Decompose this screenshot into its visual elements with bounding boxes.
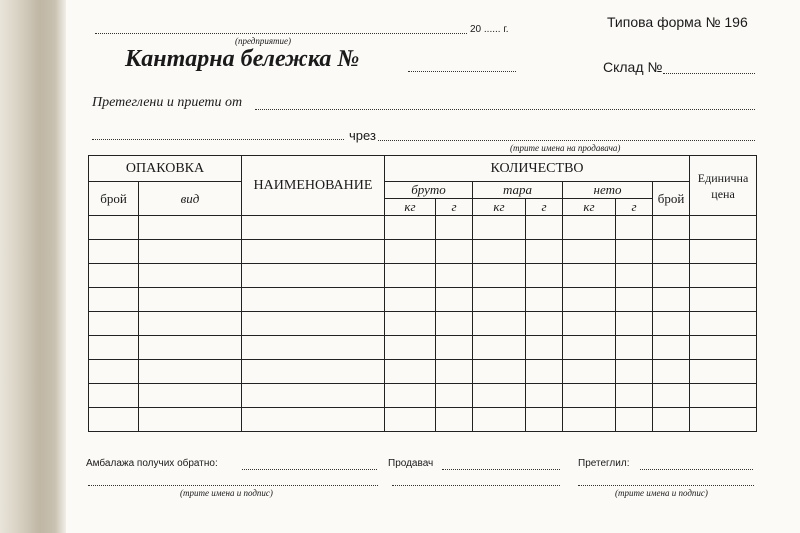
table-cell[interactable]: [385, 408, 436, 432]
table-cell[interactable]: [436, 264, 473, 288]
table-row: [89, 360, 757, 384]
seller-label: Продавач: [388, 458, 434, 469]
table-row: [89, 288, 757, 312]
table-cell[interactable]: [616, 384, 653, 408]
table-row: [89, 264, 757, 288]
table-cell[interactable]: [526, 312, 563, 336]
table-row: [89, 336, 757, 360]
via-label: чрез: [349, 128, 376, 143]
table-cell[interactable]: [563, 240, 616, 264]
table-cell[interactable]: [139, 336, 242, 360]
table-cell[interactable]: [563, 336, 616, 360]
table-cell[interactable]: [473, 264, 526, 288]
table-cell[interactable]: [563, 312, 616, 336]
table-cell[interactable]: [385, 288, 436, 312]
table-cell[interactable]: [653, 336, 690, 360]
table-cell[interactable]: [690, 384, 757, 408]
gross-kg-header: кг: [385, 199, 436, 216]
net-header: нето: [563, 182, 653, 199]
table-row: [89, 312, 757, 336]
table-cell[interactable]: [385, 312, 436, 336]
table-cell[interactable]: [526, 288, 563, 312]
tare-header: тара: [473, 182, 563, 199]
table-cell[interactable]: [690, 312, 757, 336]
table-cell[interactable]: [616, 240, 653, 264]
table-cell[interactable]: [89, 240, 139, 264]
count-header: брой: [653, 182, 690, 216]
table-cell[interactable]: [473, 384, 526, 408]
pack-count-header: брой: [89, 182, 139, 216]
weighed-received-line: [255, 109, 755, 110]
table-cell[interactable]: [385, 216, 436, 240]
table-cell[interactable]: [89, 336, 139, 360]
enterprise-line: [95, 33, 467, 34]
table-cell[interactable]: [526, 264, 563, 288]
name-header: НАИМЕНОВАНИЕ: [242, 156, 385, 216]
net-g-header: г: [616, 199, 653, 216]
signature-hint-left: (трите имена и подпис): [180, 488, 273, 498]
table-cell[interactable]: [690, 240, 757, 264]
table-cell[interactable]: [526, 336, 563, 360]
table-cell[interactable]: [473, 336, 526, 360]
table-cell[interactable]: [653, 264, 690, 288]
table-cell[interactable]: [653, 288, 690, 312]
table-cell[interactable]: [139, 312, 242, 336]
table-cell[interactable]: [616, 216, 653, 240]
table-cell[interactable]: [473, 288, 526, 312]
table-cell[interactable]: [653, 384, 690, 408]
table-cell[interactable]: [616, 336, 653, 360]
table-cell[interactable]: [89, 408, 139, 432]
table-cell[interactable]: [616, 312, 653, 336]
table-cell[interactable]: [563, 216, 616, 240]
table-cell[interactable]: [526, 384, 563, 408]
table-cell[interactable]: [242, 216, 385, 240]
enterprise-hint: (предприятие): [235, 36, 291, 46]
table-cell[interactable]: [473, 240, 526, 264]
table-cell[interactable]: [385, 240, 436, 264]
page-title: Кантарна бележка №: [125, 46, 360, 72]
table-cell[interactable]: [242, 240, 385, 264]
table-cell[interactable]: [473, 360, 526, 384]
table-cell[interactable]: [690, 216, 757, 240]
table-cell[interactable]: [473, 216, 526, 240]
table-cell[interactable]: [563, 384, 616, 408]
table-cell[interactable]: [616, 288, 653, 312]
table-cell[interactable]: [616, 360, 653, 384]
quantity-header: КОЛИЧЕСТВО: [385, 156, 690, 182]
table-cell[interactable]: [690, 408, 757, 432]
table-cell[interactable]: [473, 312, 526, 336]
table-cell[interactable]: [436, 216, 473, 240]
table-cell[interactable]: [436, 360, 473, 384]
table-cell[interactable]: [653, 312, 690, 336]
table-cell[interactable]: [89, 360, 139, 384]
table-cell[interactable]: [385, 360, 436, 384]
gross-g-header: г: [436, 199, 473, 216]
table-cell[interactable]: [89, 312, 139, 336]
table-cell[interactable]: [563, 264, 616, 288]
table-cell[interactable]: [436, 240, 473, 264]
signature-line-left: [88, 485, 378, 486]
table-cell[interactable]: [526, 360, 563, 384]
table-cell[interactable]: [139, 408, 242, 432]
table-cell[interactable]: [653, 360, 690, 384]
table-cell[interactable]: [526, 240, 563, 264]
weighed-received-label: Претеглени и приети от: [92, 95, 243, 110]
notebook-binding: [0, 0, 70, 533]
table-cell[interactable]: [242, 336, 385, 360]
table-cell[interactable]: [139, 288, 242, 312]
table-cell[interactable]: [385, 264, 436, 288]
table-cell[interactable]: [139, 240, 242, 264]
signature-line-right: [578, 485, 754, 486]
gross-header: бруто: [385, 182, 473, 199]
table-cell[interactable]: [242, 384, 385, 408]
form-number: Типова форма № 196: [607, 14, 748, 30]
table-cell[interactable]: [242, 264, 385, 288]
table-cell[interactable]: [563, 360, 616, 384]
weighed-by-label: Претеглил:: [578, 458, 630, 469]
table-cell[interactable]: [563, 408, 616, 432]
packaging-returned-label: Амбалажа получих обратно:: [86, 458, 218, 469]
table-cell[interactable]: [690, 264, 757, 288]
table-cell[interactable]: [139, 360, 242, 384]
table-cell[interactable]: [436, 312, 473, 336]
table-body: [89, 216, 757, 432]
warehouse-label: Склад №: [603, 59, 663, 75]
table-cell[interactable]: [385, 336, 436, 360]
net-kg-header: кг: [563, 199, 616, 216]
weighed-by-line: [640, 469, 753, 470]
table-cell[interactable]: [89, 216, 139, 240]
table-row: [89, 384, 757, 408]
table-cell[interactable]: [242, 288, 385, 312]
table-cell[interactable]: [436, 336, 473, 360]
via-right-line: [378, 140, 755, 141]
table-row: [89, 240, 757, 264]
title-number-line: [408, 71, 516, 72]
packaging-returned-line: [242, 469, 377, 470]
tare-g-header: г: [526, 199, 563, 216]
warehouse-line: [663, 73, 755, 74]
table-cell[interactable]: [690, 360, 757, 384]
table-cell[interactable]: [436, 288, 473, 312]
pack-type-header: вид: [139, 182, 242, 216]
packaging-header: ОПАКОВКА: [89, 156, 242, 182]
table-cell[interactable]: [616, 264, 653, 288]
table-cell[interactable]: [436, 408, 473, 432]
table-cell[interactable]: [89, 288, 139, 312]
table-cell[interactable]: [436, 384, 473, 408]
table-cell[interactable]: [139, 384, 242, 408]
signature-line-middle: [392, 485, 560, 486]
table-cell[interactable]: [242, 360, 385, 384]
table-cell[interactable]: [242, 312, 385, 336]
table-cell[interactable]: [653, 240, 690, 264]
seller-names-hint: (трите имена на продавача): [510, 143, 621, 153]
table-cell[interactable]: [690, 336, 757, 360]
table-cell[interactable]: [139, 264, 242, 288]
table-row: [89, 408, 757, 432]
table-cell[interactable]: [653, 216, 690, 240]
table-cell[interactable]: [242, 408, 385, 432]
table-cell[interactable]: [653, 408, 690, 432]
table-cell[interactable]: [473, 408, 526, 432]
signature-hint-right: (трите имена и подпис): [615, 488, 708, 498]
items-table: [88, 155, 757, 432]
table-cell[interactable]: [89, 384, 139, 408]
table-cell[interactable]: [139, 216, 242, 240]
year-text: 20 ...... г.: [470, 24, 509, 35]
table-cell[interactable]: [526, 408, 563, 432]
tare-kg-header: кг: [473, 199, 526, 216]
unit-price-header: Единична цена: [690, 156, 757, 216]
table-row: [89, 216, 757, 240]
table-cell[interactable]: [385, 384, 436, 408]
table-cell[interactable]: [563, 288, 616, 312]
seller-line: [442, 469, 560, 470]
table-cell[interactable]: [526, 216, 563, 240]
table-cell[interactable]: [690, 288, 757, 312]
via-left-line: [92, 139, 344, 140]
table-cell[interactable]: [616, 408, 653, 432]
table-cell[interactable]: [89, 264, 139, 288]
